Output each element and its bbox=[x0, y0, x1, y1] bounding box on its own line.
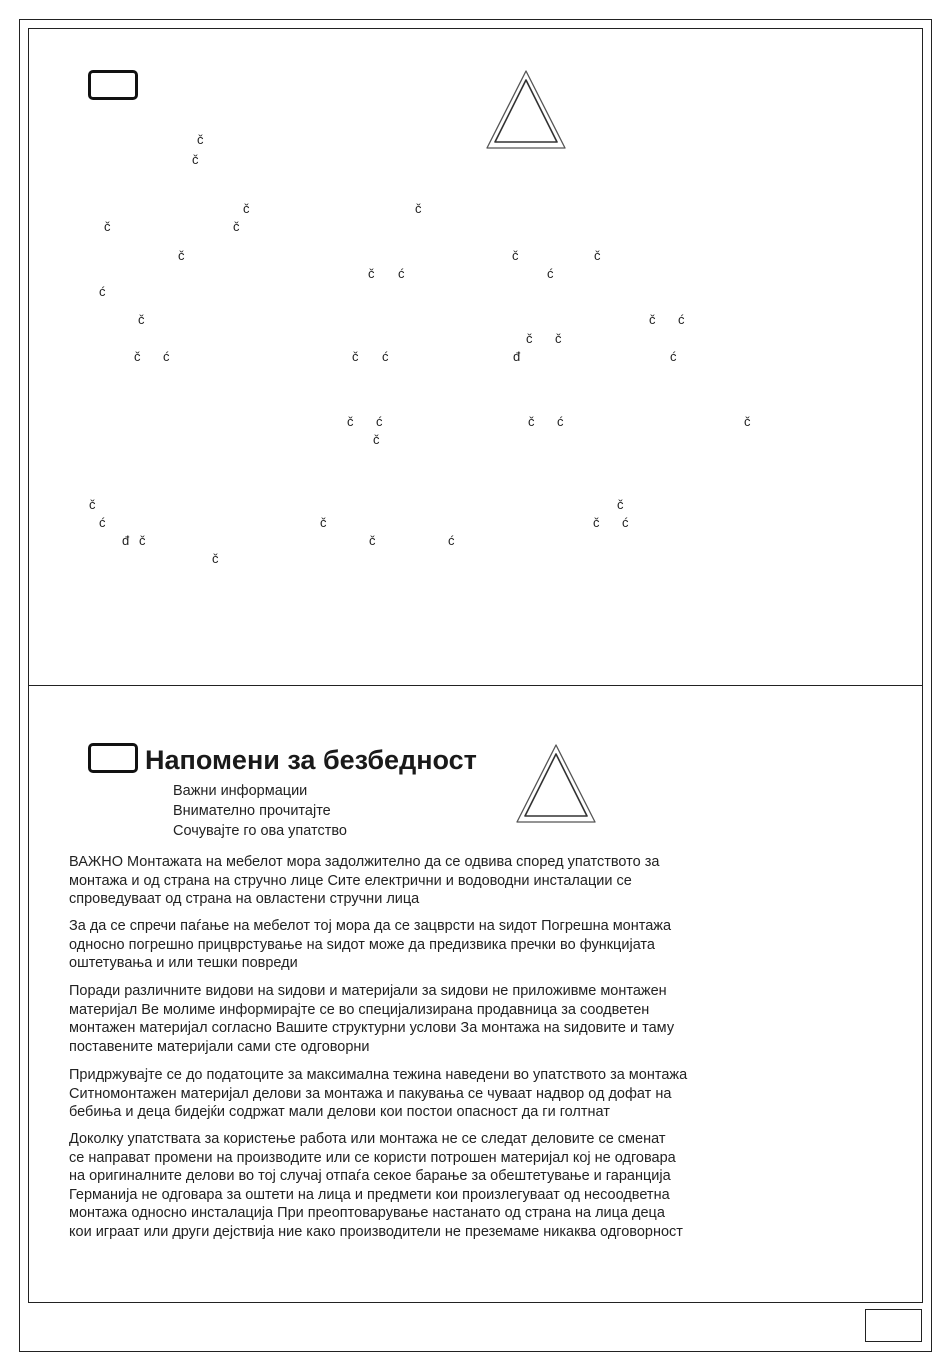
paragraph-line: оштетувања и или тешки повреди bbox=[69, 955, 298, 971]
language-box-bottom bbox=[88, 743, 138, 773]
paragraph-line: поставените материјали сами сте одговорни bbox=[69, 1038, 370, 1055]
fragment-char: č bbox=[649, 312, 656, 327]
fragment-char: č bbox=[192, 152, 199, 167]
fragment-char: č bbox=[369, 533, 376, 548]
fragment-char: č bbox=[373, 432, 380, 447]
fragment-char: ć bbox=[557, 414, 564, 429]
paragraph-wall-fixing bbox=[69, 917, 769, 973]
paragraph-line: ВАЖНО Монтажата на мебелот мора задолжително да се одвива според упатството за bbox=[69, 854, 660, 870]
safety-title: Напомени за безбедност bbox=[145, 745, 477, 775]
fragment-char: č bbox=[197, 132, 204, 147]
fragment-char: ć bbox=[382, 349, 389, 364]
fragment-char: č bbox=[89, 497, 96, 512]
paragraph-line: Германија не одговара за оштети на лица и предмети кои произлегуваат од несоодветна bbox=[69, 1186, 670, 1203]
fragment-char: č bbox=[104, 219, 111, 234]
fragment-char: č bbox=[139, 533, 146, 548]
paragraph-line: Придржувајте се до податоците за максимална тежина наведени во упатството за монтажа bbox=[69, 1067, 688, 1083]
paragraph-line: Ситномонтажен материјал делови за монтажа и пакувања се чуваат надвор од дофат на bbox=[69, 1085, 672, 1102]
fragment-char: č bbox=[138, 312, 145, 327]
paragraph-line: кои играат или други дејствија ние како производители не преземаме никаква одговорност bbox=[69, 1223, 683, 1240]
fragment-char: č bbox=[178, 248, 185, 263]
fragment-char: č bbox=[512, 248, 519, 263]
language-box-top bbox=[88, 70, 138, 100]
fragment-char: ć bbox=[99, 515, 106, 530]
fragment-char: č bbox=[212, 551, 219, 566]
fragment-char: ć bbox=[376, 414, 383, 429]
page-number-box bbox=[865, 1309, 922, 1342]
paragraph-line: материјал Ве молиме информирајте се во специјализирана продавница за соодветен bbox=[69, 1001, 650, 1018]
fragment-char: č bbox=[134, 349, 141, 364]
paragraph-line: се направат промени на производите или се користи потрошен материјал кој не одговара bbox=[69, 1149, 676, 1166]
paragraph-line: спроведуваат од страна на овластени стручни лица bbox=[69, 891, 420, 907]
fragment-char: č bbox=[593, 515, 600, 530]
warning-triangle-icon bbox=[514, 742, 598, 826]
subline-keep-instructions: Сочувајте го ова упатство bbox=[173, 823, 347, 839]
paragraph-line: монтажа и од страна на стручно лице Сите електрични и водоводни инсталации се bbox=[69, 872, 632, 889]
section-divider bbox=[28, 685, 923, 686]
fragment-char: č bbox=[617, 497, 624, 512]
warning-triangle-icon bbox=[484, 68, 568, 152]
paragraph-line: Поради различните видови на ѕидови и материјали за ѕидови не приложивме монтажен bbox=[69, 983, 667, 999]
subline-important-info: Важни информации bbox=[173, 783, 308, 799]
fragment-char: ć bbox=[99, 284, 106, 299]
fragment-char: č bbox=[347, 414, 354, 429]
fragment-char: č bbox=[320, 515, 327, 530]
fragment-char: č bbox=[352, 349, 359, 364]
paragraph-line: монтажен материјал согласно Вашите структурни услови За монтажа на ѕидовите и таму bbox=[69, 1020, 675, 1036]
fragment-char: č bbox=[555, 331, 562, 346]
paragraph-liability bbox=[69, 1130, 769, 1241]
fragment-char: č bbox=[526, 331, 533, 346]
paragraph-wall-materials bbox=[69, 982, 769, 1056]
fragment-char: č bbox=[415, 201, 422, 216]
fragment-char: ć bbox=[398, 266, 405, 281]
fragment-char: ć bbox=[622, 515, 629, 530]
paragraph-important bbox=[69, 853, 769, 909]
fragment-char: č bbox=[744, 414, 751, 429]
fragment-char: đ bbox=[513, 349, 521, 364]
subline-read-carefully: Внимателно прочитајте bbox=[173, 803, 331, 819]
fragment-char: ć bbox=[678, 312, 685, 327]
paragraph-max-weight bbox=[69, 1066, 769, 1122]
fragment-char: č bbox=[528, 414, 535, 429]
fragment-char: đ bbox=[122, 533, 130, 548]
fragment-char: č bbox=[368, 266, 375, 281]
paragraph-line: монтажа односно инсталација При преоптоварување настанато од страна на лица деца bbox=[69, 1205, 665, 1221]
fragment-char: č bbox=[233, 219, 240, 234]
fragment-char: ć bbox=[670, 349, 677, 364]
paragraph-line: бебиња и деца бидејќи содржат мали делови кои постои опасност да ги голтнат bbox=[69, 1104, 610, 1120]
fragment-char: č bbox=[594, 248, 601, 263]
paragraph-line: на оригиналните делови во тој случај отпаѓа секое барање за обештетување и гаранција bbox=[69, 1168, 671, 1184]
paragraph-line: односно погрешно прицврстување на ѕидот може да предизвика пречки во функцијата bbox=[69, 936, 655, 953]
fragment-char: ć bbox=[448, 533, 455, 548]
fragment-char: ć bbox=[547, 266, 554, 281]
paragraph-line: Доколку упатствата за користење работа или монтажа не се следат деловите се сменат bbox=[69, 1131, 666, 1147]
paragraph-line: За да се спречи паѓање на мебелот тој мора да се зацврсти на ѕидот Погрешна монтажа bbox=[69, 918, 672, 934]
fragment-char: č bbox=[243, 201, 250, 216]
fragment-char: ć bbox=[163, 349, 170, 364]
